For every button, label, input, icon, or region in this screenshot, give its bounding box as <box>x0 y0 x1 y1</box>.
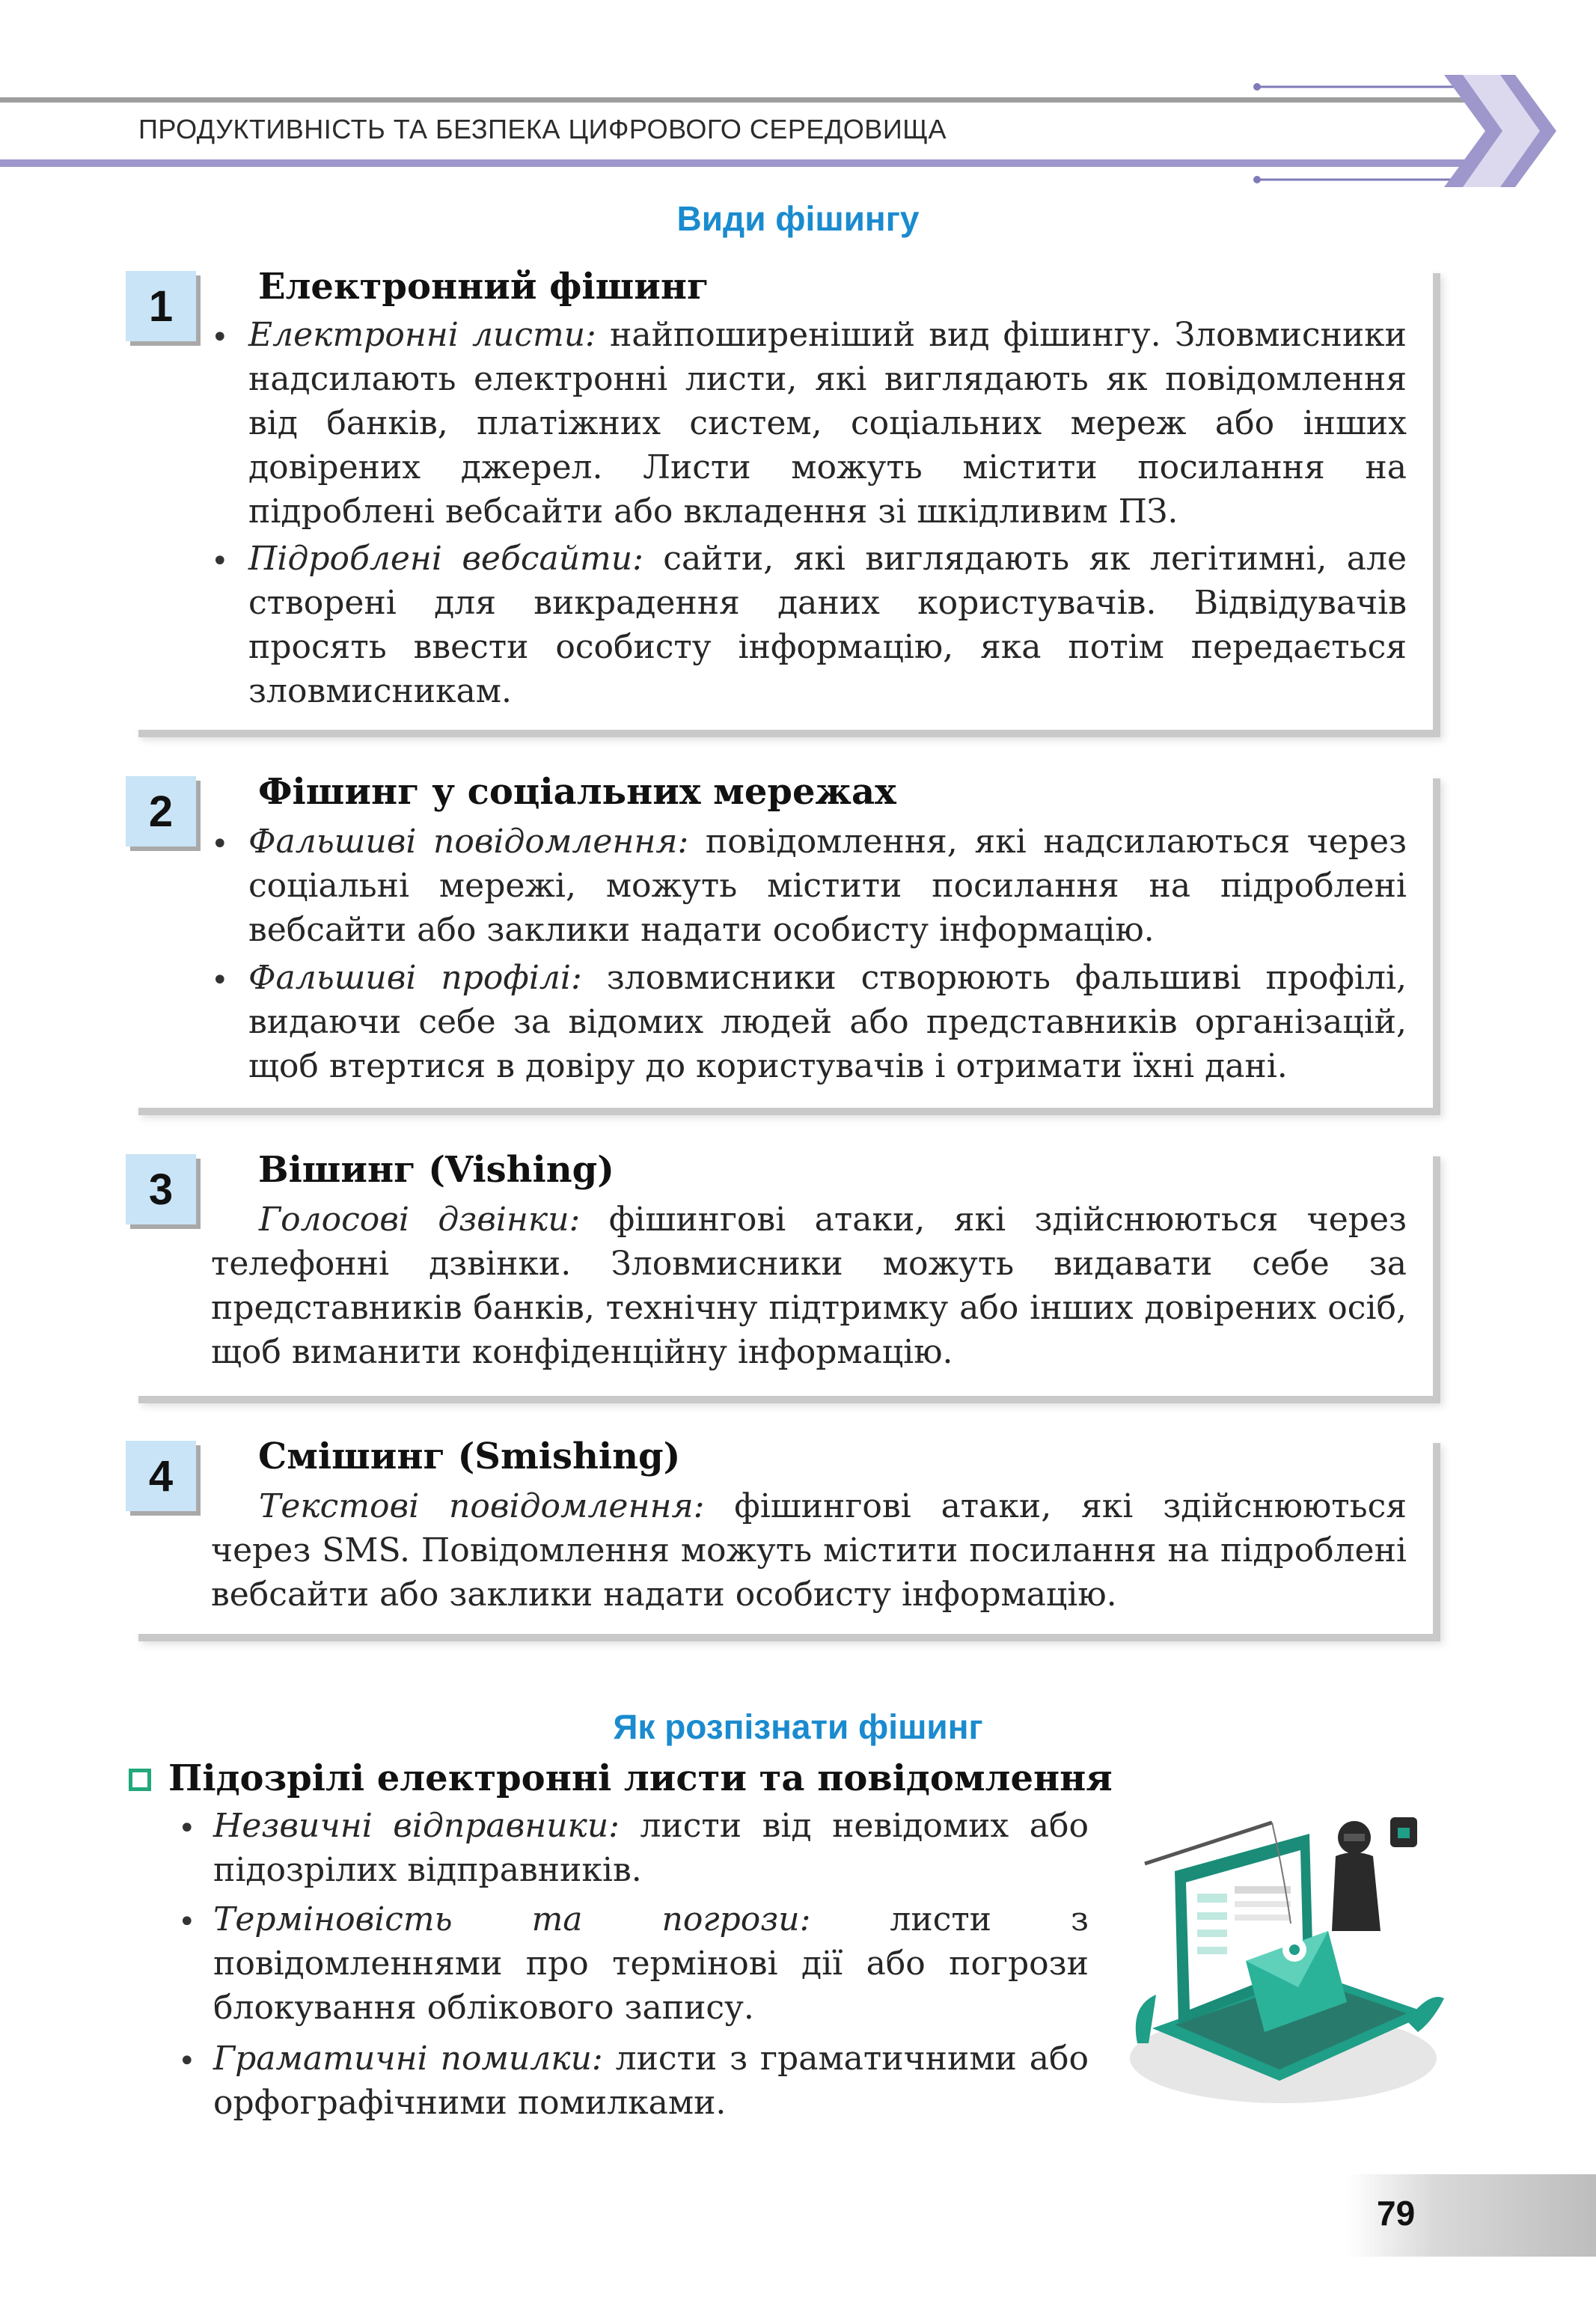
card-item: Електронні листи: найпоширеніший вид фішингу. Зловмисники надсилають електронні листи, які виглядають як повідомлення від банків, платіжних систем, соціальних мереж або інших довірених джерел. Листи можуть містити посилання на підроблені вебсайти або вкладення зі шкідливим ПЗ. <box>248 316 1407 531</box>
checkbox-square-icon <box>129 1769 151 1791</box>
section-title-recognize-phishing: Як розпізнати фішинг <box>613 1707 983 1746</box>
bullet-icon: • <box>211 963 229 998</box>
sign-item: Незвичні відправники: листи від невідомих або підозрілих відправників. <box>213 1807 1089 1889</box>
card-item: Фальшиві повідомлення: повідомлення, які надсилаються через соціальні мережі, можуть містити посилання на підроблені вебсайти або заклики надати особисту інформацію. <box>248 823 1407 949</box>
page-number: 79 <box>1377 2194 1416 2233</box>
bullet-icon: • <box>211 320 229 355</box>
card-number-badge: 3 <box>126 1154 196 1224</box>
bullet-icon: • <box>178 1811 196 1846</box>
phishing-laptop-illustration <box>1122 1811 1452 2111</box>
card-number-badge: 1 <box>126 271 196 341</box>
header-chevron-icon <box>1220 67 1564 195</box>
bullet-icon: • <box>211 544 229 579</box>
card-title: Фішинг у соціальних мережах <box>258 771 896 813</box>
bullet-icon: • <box>211 827 229 861</box>
section-title-phishing-types: Види фішингу <box>676 199 920 238</box>
card-number-badge: 4 <box>126 1441 196 1511</box>
running-header-title: ПРОДУКТИВНІСТЬ ТА БЕЗПЕКА ЦИФРОВОГО СЕРЕДОВИЩА <box>138 114 947 144</box>
bullet-icon: • <box>178 1905 196 1939</box>
card-item: Фальшиві профілі: зловмисники створюють фальшиві профілі, видаючи себе за відомих людей або представників організацій, щоб втертися в довіру до користувачів і отримати їхні дані. <box>248 959 1407 1085</box>
sign-item: Терміновість та погрози: листи з повідомленнями про термінові дії або погрози блокування облікового запису. <box>213 1900 1089 2027</box>
bullet-icon: • <box>178 2044 196 2078</box>
card-body: Голосові дзвінки: фішингові атаки, які здійснюються через телефонні дзвінки. Зловмисники можуть видавати себе за представників банків, технічну підтримку або інших довірених осіб, щоб виманити конфіденційну інформацію. <box>211 1201 1407 1371</box>
card-number-badge: 2 <box>126 776 196 847</box>
card-title: Смішинг (Smishing) <box>258 1436 681 1477</box>
subsection-title: Підозрілі електронні листи та повідомлення <box>168 1757 1113 1799</box>
card-title: Вішинг (Vishing) <box>258 1149 614 1191</box>
card-title: Електронний фішинг <box>258 266 709 308</box>
card-item: Підроблені вебсайти: сайти, які виглядають як легітимні, але створені для викрадення даних користувачів. Відвідувачів просять ввести особисту інформацію, яка потім передається зловмисникам. <box>248 540 1407 710</box>
card-body: Текстові повідомлення: фішингові атаки, які здійснюються через SMS. Повідомлення можуть містити посилання на підроблені вебсайти або заклики надати особисту інформацію. <box>211 1487 1407 1614</box>
sign-item: Граматичні помилки: листи з граматичними або орфографічними помилками. <box>213 2040 1089 2122</box>
